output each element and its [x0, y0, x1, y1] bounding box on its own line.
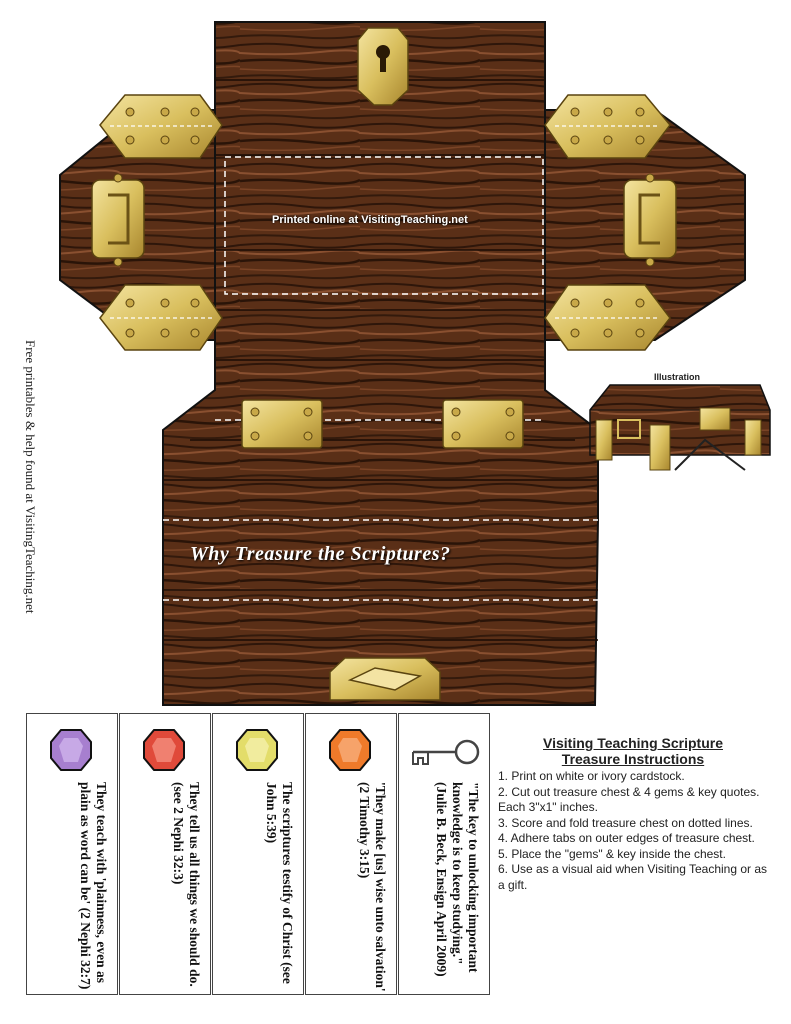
purple-gem-icon	[49, 728, 93, 772]
banner-title: Why Treasure the Scriptures?	[190, 543, 451, 565]
side-credit	[22, 340, 44, 680]
instruction-step: 1. Print on white or ivory cardstock.	[498, 769, 685, 783]
instructions-title-line1: Visiting Teaching Scripture	[543, 735, 723, 751]
instructions-title	[498, 735, 768, 767]
quote-strip-5	[398, 713, 490, 995]
side-credit-text: Free printables & help found at VisitingTeaching.net	[23, 340, 38, 614]
illustration-label: Illustration	[654, 372, 701, 382]
instructions-list	[498, 769, 768, 893]
key-icon	[407, 738, 483, 778]
assembled-chest-illustration	[590, 385, 770, 470]
instructions-title-line2: Treasure Instructions	[561, 751, 705, 767]
quote-text-1: They teach with 'plainness, even as plain as word can be' (2 Nephi 32:7)	[78, 782, 109, 990]
instructions-panel	[498, 735, 768, 893]
orange-gem-icon	[328, 728, 372, 772]
quote-strip-1	[26, 713, 118, 995]
quote-strip-3	[212, 713, 304, 995]
instruction-step: 6. Use as a visual aid when Visiting Teaching or as a gift.	[498, 862, 768, 892]
quote-strip-2	[119, 713, 211, 995]
quote-text-3: The scriptures testify of Christ (see John 5:39)	[264, 782, 295, 984]
quote-text-5: "The key to unlocking important knowledge is to keep studying." (Julie B. Beck, Ensign April 2009)	[434, 782, 481, 977]
printed-online-label: Printed online at VisitingTeaching.net	[272, 214, 468, 226]
quote-text-2: They tell us all things we should do. (see 2 Nephi 32:3)	[171, 782, 202, 987]
yellow-gem-icon	[235, 728, 279, 772]
quote-text-4: 'They make [us] wise unto salvation' (2 Timothy 3:15)	[357, 782, 388, 992]
instruction-step: 3. Score and fold treasure chest on dotted lines.	[498, 815, 753, 830]
instruction-step: 2. Cut out treasure chest & 4 gems & key quotes. Each 3"x1" inches.	[498, 784, 760, 814]
quote-strip-4	[305, 713, 397, 995]
instruction-step: 4. Adhere tabs on outer edges of treasure chest.	[498, 831, 755, 845]
instruction-step: 5. Place the "gems" & key inside the chest.	[498, 846, 726, 861]
red-gem-icon	[142, 728, 186, 772]
